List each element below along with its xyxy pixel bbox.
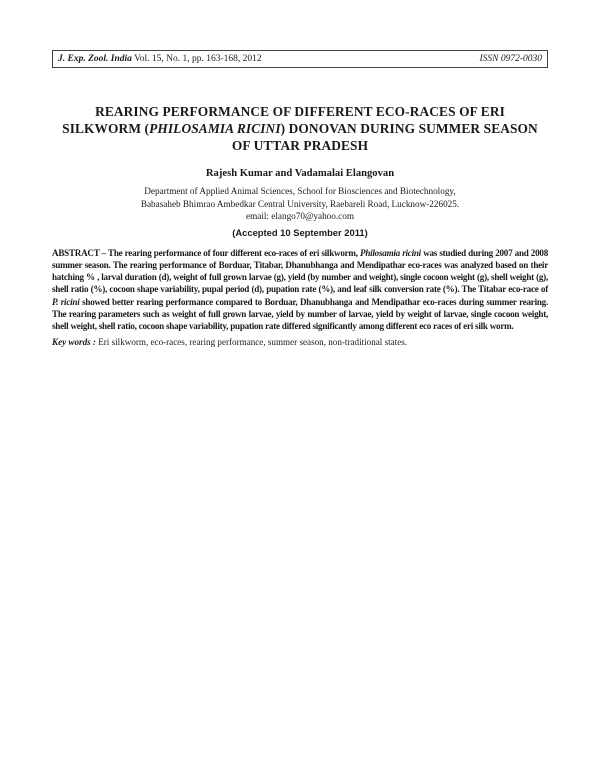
volume-info: Vol. 15, No. 1, pp. 163-168, 2012 <box>134 54 262 64</box>
keywords <box>52 336 548 348</box>
title-line-2-end: ) DONOVAN DURING SUMMER SEASON <box>280 121 538 136</box>
authors: Rajesh Kumar and Vadamalai Elangovan <box>205 168 395 179</box>
affiliation-line-2: Babasaheb Bhimrao Ambedkar Central University, Raebareli Road, Lucknow-226025. <box>140 198 460 209</box>
keywords-text: Eri silkworm, eco-races, rearing performance, summer season, non-traditional states. <box>95 336 408 347</box>
abstract-text-2: was studied during 2007 and 2008 summer season. The rearing performance of Borduar, Titabar, Dhanubhanga and Mendipathar eco-races was analyzed based on their hatching % , larval duration (d), weight of full grown larvae (g), yield (by number and weight), single cocoon weight (g), shell weight (g), shell ratio (%), cocoon shape variability, pupal period (d), pupation rate (%), and leaf silk conversion rate (%). The Titabar eco-race of <box>52 247 548 295</box>
title-line-2-start: SILKWORM ( <box>62 121 150 136</box>
paper-title <box>52 103 548 154</box>
journal-header <box>52 50 548 68</box>
accepted-date: (Accepted 10 September 2011) <box>232 226 368 238</box>
title-line-1: REARING PERFORMANCE OF DIFFERENT ECO-RACES OF ERI <box>95 104 505 119</box>
title-line-2 <box>52 120 548 137</box>
title-line-3: OF UTTAR PRADESH <box>231 138 369 153</box>
journal-name: J. Exp. Zool. India <box>58 54 132 64</box>
abstract-species-abbrev: P. ricini <box>52 296 80 307</box>
author-email: email: elango70@yahoo.com <box>246 211 354 221</box>
affiliation-line-1: Department of Applied Animal Sciences, School for Biosciences and Biotechnology, <box>144 186 456 196</box>
abstract-text-3: showed better rearing performance compared to Borduar, Dhanubhanga and Mendipathar eco-races during summer rearing. The rearing parameters such as weight of full grown larvae, yield by number of larvae, yield by weight of larvae, single cocoon weight, shell weight, shell ratio, cocoon shape variability, pupation rate differed significantly among different eco races of eri silk worm. <box>52 296 548 332</box>
abstract-text-1: ABSTRACT – The rearing performance of four different eco-races of eri silkworm, <box>52 247 361 258</box>
abstract-species-name: Philosamia ricini <box>360 247 421 258</box>
journal-citation <box>58 54 262 64</box>
affiliation <box>52 185 548 223</box>
issn: ISSN 0972-0030 <box>479 54 542 64</box>
paper-page <box>52 50 548 348</box>
abstract <box>52 247 548 333</box>
title-species-name: PHILOSAMIA RICINI <box>149 121 281 136</box>
keywords-label: Key words : <box>52 336 96 347</box>
